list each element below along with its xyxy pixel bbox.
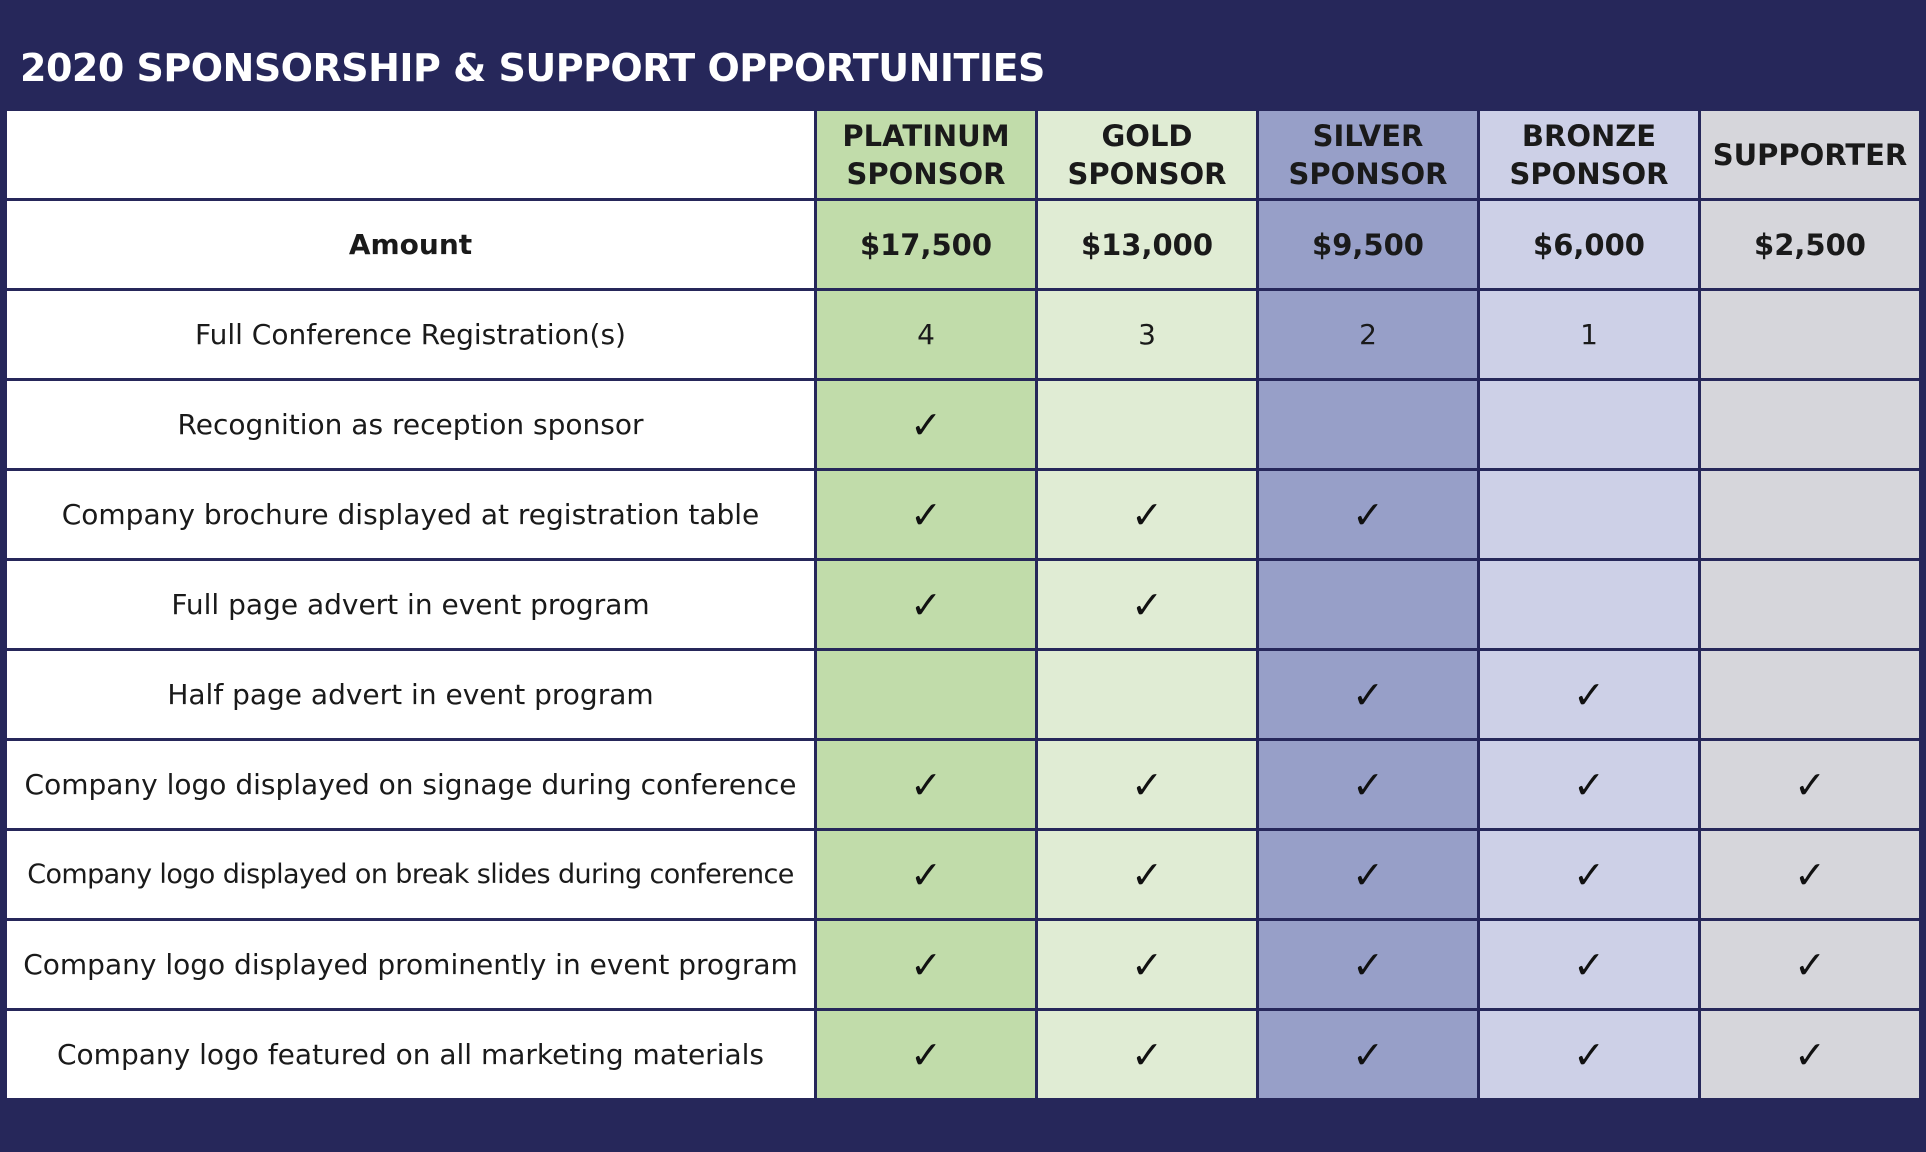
- checkmark-icon: ✓: [1037, 830, 1258, 920]
- benefit-row: [6, 830, 1921, 920]
- empty-cell: [1037, 650, 1258, 740]
- checkmark-icon: ✓: [1258, 650, 1479, 740]
- benefit-label: Half page advert in event program: [6, 650, 816, 740]
- checkmark-icon: ✓: [1479, 920, 1700, 1010]
- checkmark-icon: ✓: [816, 740, 1037, 830]
- header-row: [6, 110, 1921, 200]
- empty-cell: [1479, 560, 1700, 650]
- checkmark-icon: ✓: [816, 830, 1037, 920]
- empty-cell: [816, 650, 1037, 740]
- benefit-row: [6, 290, 1921, 380]
- checkmark-icon: ✓: [1037, 560, 1258, 650]
- checkmark-icon: ✓: [1037, 1010, 1258, 1100]
- tier-amount-3: $6,000: [1479, 200, 1700, 290]
- benefit-row: [6, 380, 1921, 470]
- checkmark-icon: ✓: [1037, 740, 1258, 830]
- checkmark-icon: ✓: [1700, 1010, 1921, 1100]
- tier-name-line1: BRONZE: [1521, 118, 1657, 153]
- amount-label: Amount: [6, 200, 816, 290]
- tier-name-line2: SPONSOR: [1509, 156, 1669, 191]
- tier-header-2: [1258, 110, 1479, 200]
- tier-name-line2: SPONSOR: [1288, 156, 1448, 191]
- header-blank-cell: [6, 110, 816, 200]
- benefit-label: Full Conference Registration(s): [6, 290, 816, 380]
- empty-cell: [1037, 380, 1258, 470]
- empty-cell: [1479, 470, 1700, 560]
- benefit-value-cell: [1700, 290, 1921, 380]
- tier-header-0: [816, 110, 1037, 200]
- tier-header-3: [1479, 110, 1700, 200]
- benefit-label: Company logo displayed on signage during conference: [6, 740, 816, 830]
- checkmark-icon: ✓: [1700, 830, 1921, 920]
- checkmark-icon: ✓: [816, 560, 1037, 650]
- bottom-bar: [0, 1130, 1926, 1152]
- page-title: 2020 SPONSORSHIP & SUPPORT OPPORTUNITIES: [20, 46, 1045, 90]
- checkmark-icon: ✓: [1037, 470, 1258, 560]
- benefit-row: [6, 920, 1921, 1010]
- benefit-value-cell: 4: [816, 290, 1037, 380]
- benefit-label: Company logo displayed prominently in event program: [6, 920, 816, 1010]
- empty-cell: [1700, 470, 1921, 560]
- empty-cell: [1700, 380, 1921, 470]
- benefit-row: [6, 740, 1921, 830]
- checkmark-icon: ✓: [816, 1010, 1037, 1100]
- tier-name-line1: PLATINUM: [842, 118, 1010, 153]
- checkmark-icon: ✓: [1258, 920, 1479, 1010]
- tier-name-line2: SPONSOR: [846, 156, 1006, 191]
- benefit-label: Full page advert in event program: [6, 560, 816, 650]
- amount-row: [6, 200, 1921, 290]
- tier-name-line2: SPONSOR: [1067, 156, 1227, 191]
- empty-cell: [1258, 560, 1479, 650]
- checkmark-icon: ✓: [1479, 740, 1700, 830]
- empty-cell: [1700, 560, 1921, 650]
- benefit-value-cell: 1: [1479, 290, 1700, 380]
- checkmark-icon: ✓: [816, 380, 1037, 470]
- tier-amount-0: $17,500: [816, 200, 1037, 290]
- benefit-value-cell: 2: [1258, 290, 1479, 380]
- benefit-label: Recognition as reception sponsor: [6, 380, 816, 470]
- checkmark-icon: ✓: [1258, 830, 1479, 920]
- checkmark-icon: ✓: [1037, 920, 1258, 1010]
- benefit-row: [6, 1010, 1921, 1100]
- checkmark-icon: ✓: [1700, 740, 1921, 830]
- empty-cell: [1700, 650, 1921, 740]
- benefit-value-cell: 3: [1037, 290, 1258, 380]
- benefit-row: [6, 560, 1921, 650]
- checkmark-icon: ✓: [1479, 830, 1700, 920]
- tier-name-line1: GOLD: [1101, 118, 1193, 153]
- checkmark-icon: ✓: [1258, 1010, 1479, 1100]
- checkmark-icon: ✓: [816, 470, 1037, 560]
- tier-amount-4: $2,500: [1700, 200, 1921, 290]
- benefit-label: Company brochure displayed at registration table: [6, 470, 816, 560]
- tier-name-line1: SUPPORTER: [1712, 137, 1908, 172]
- tier-amount-1: $13,000: [1037, 200, 1258, 290]
- checkmark-icon: ✓: [1258, 470, 1479, 560]
- tier-amount-2: $9,500: [1258, 200, 1479, 290]
- sponsorship-table: [4, 108, 1922, 1101]
- tier-name-line1: SILVER: [1312, 118, 1424, 153]
- tier-header-1: [1037, 110, 1258, 200]
- checkmark-icon: ✓: [1479, 1010, 1700, 1100]
- empty-cell: [1479, 380, 1700, 470]
- checkmark-icon: ✓: [1700, 920, 1921, 1010]
- benefit-label: Company logo featured on all marketing materials: [6, 1010, 816, 1100]
- checkmark-icon: ✓: [1479, 650, 1700, 740]
- checkmark-icon: ✓: [816, 920, 1037, 1010]
- tier-header-4: [1700, 110, 1921, 200]
- checkmark-icon: ✓: [1258, 740, 1479, 830]
- benefit-row: [6, 470, 1921, 560]
- benefit-row: [6, 650, 1921, 740]
- empty-cell: [1258, 380, 1479, 470]
- benefit-label: Company logo displayed on break slides during conference: [6, 830, 816, 920]
